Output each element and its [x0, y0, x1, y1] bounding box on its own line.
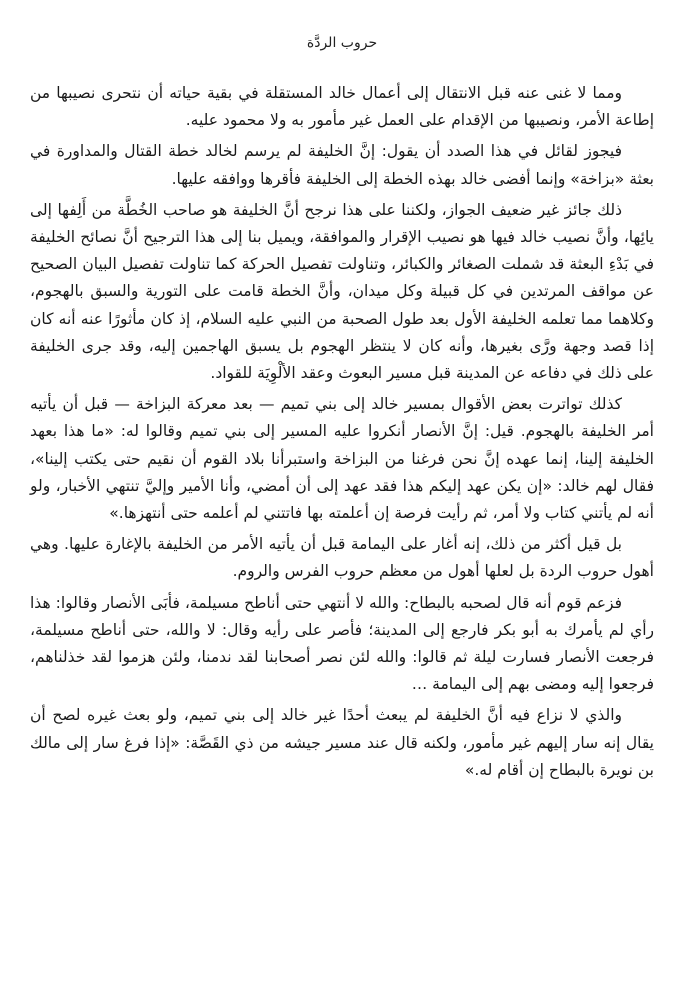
- running-header: حروب الردَّة: [306, 35, 378, 51]
- paragraph: فزعم قوم أنه قال لصحبه بالبطاح: والله لا أنتهي حتى أناطح مسيلمة، فأبَى الأنصار وقالوا: هذا رأي لم يأمرك به أبو بكر فارجع إلى المدينة؛ فأصر على رأيه وقال: لا والله، حتى أناطح مسيلمة، فرجعت الأنصار فسارت ليلة ثم قالوا: والله لئن نصر أصحابنا لقد ندمنا، ولئن هزموا لقد خذلناهم، فرجعوا إليه ومضى بهم إلى اليمامة …: [30, 593, 654, 694]
- page-body: [30, 80, 654, 788]
- paragraph: ذلك جائز غير ضعيف الجواز، ولكننا على هذا نرجح أنَّ الخليفة هو صاحب الخُطَّة من أَلِفها إلى يائِها، وأنَّ نصيب خالد فيها هو نصيب الإقرار والموافقة، ويميل بنا إلى هذا الترجيح أنَّ نصائح الخليفة في بَدْءِ البعثة قد شملت الصغائر والكبائر، وتناولت تفصيل الحركة كما تناولت تفصيل البيان الصحيح عن مواقف المرتدين في كل قبيلة وكل ميدان، وأنَّ الخطة قامت على التورية والسبق بالهجوم، وكلاهما مما تعلمه الخليفة الأول بعد طول الصحبة من النبي عليه السلام، إذ كان مأثورًا عنه أنه كان إذا قصد وجهة ورَّى بغيرها، وأنه كان لا ينتظر الهجوم بل يسبق الهاجمين إليه، وقد جرى الخليفة على ذلك في دفاعه عن المدينة قبل مسير البعوث وعقد الألْوِيَة للقواد.: [30, 200, 654, 383]
- paragraph: ومما لا غنى عنه قبل الانتقال إلى أعمال خالد المستقلة في بقية حياته أن نتحرى نصيبها من إطاعة الأمر، ونصيبها من الإقدام على العمل غير مأمور به ولا محمود عليه.: [30, 84, 654, 130]
- paragraph: بل قيل أكثر من ذلك، إنه أغار على اليمامة قبل أن يأتيه الأمر من الخليفة بالإغارة عليها. وهي أهول حروب الردة بل لعلها أهول من معظم حروب الفرس والروم.: [30, 535, 654, 581]
- paragraph: فيجوز لقائل في هذا الصدد أن يقول: إنَّ الخليفة لم يرسم لخالد خطة القتال والمداورة في بعثة «بزاخة» وإنما أفضى خالد بهذه الخطة إلى الخليفة فأقرها ووافقه عليها.: [30, 142, 654, 188]
- paragraph: كذلك تواترت بعض الأقوال بمسير خالد إلى بني تميم — بعد معركة البزاخة — قبل أن يأتيه أمر الخليفة بالهجوم. قيل: إنَّ الأنصار أنكروا عليه المسير إلى بني تميم وقالوا له: «ما هذا بعهد الخليفة إلينا، إنما عهده إنَّ نحن فرغنا من البزاخة واستبرأنا بلاد القوم أن نقيم حتى يكتب إلينا»، فقال لهم خالد: «إن يكن عهد إليكم هذا فقد عهد إلى أن أمضي، وأنا الأمير وإليَّ تنتهي الأخبار، ولو أنه لم يأتني كتاب ولا أمر، ثم رأيت فرصة إن أعلمته بها فاتتني لم أعلمه حتى أنتهزها.»: [30, 395, 654, 523]
- paragraph: والذي لا نزاع فيه أنَّ الخليفة لم يبعث أحدًا غير خالد إلى بني تميم، ولو بعث غيره لصح أن يقال إنه سار إليهم غير مأمور، ولكنه قال عند مسير جيشه من ذي القَصَّة: «إذا فرغ سار إلى مالك بن نويرة بالبطاح إن أقام له.»: [30, 706, 654, 779]
